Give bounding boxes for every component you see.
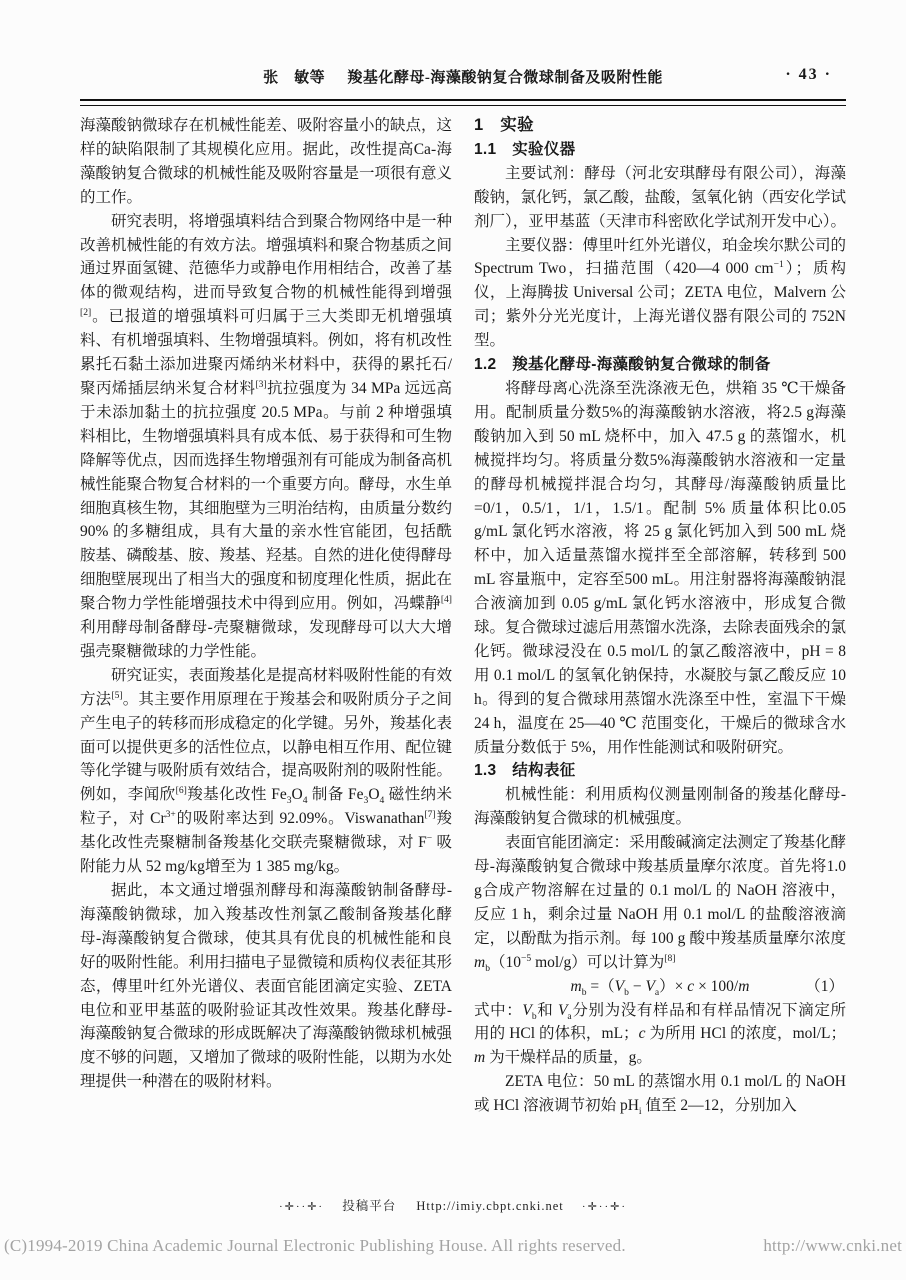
copyright-text: (C)1994-2019 China Academic Journal Electronic Publishing House. All rights reserved. [4,1236,626,1255]
equation-number: （1） [805,977,844,995]
ornament-left: ·✛··✛· [278,1201,325,1213]
left-column [80,114,452,1118]
paragraph: ZETA 电位：50 mL 的蒸馏水用 0.1 mol/L 的 NaOH 或 HCl 溶液调节初始 $pH_i$ 值至 2—12，分别加入 [474,1073,846,1118]
running-head-title: 羧基化酵母-海藻酸钠复合微球制备及吸附性能 [347,70,663,86]
ornament-right: ·✛··✛· [581,1201,627,1213]
paragraph: 主要试剂：酵母（河北安琪酵母有限公司），海藻酸钠，氯化钙，氯乙酸，盐酸，氢氧化钠（西安化学试剂厂），亚甲基蓝（天津市科密欧化学试剂开发中心）。 [474,164,847,230]
paragraph: 主要仪器：傅里叶红外光谱仪，珀金埃尔默公司的 Spectrum Two，扫描范围（420—4 000 $cm^{-1}$）；质构仪，上海腾拔 Universal 公司；ZETA 电位，Malvern 公司；紫外分光光度计，上海光谱仪器有限公司的 752N 型。 [474,236,847,350]
paragraph: 表面官能团滴定：采用酸碱滴定法测定了羧基化酵母-海藻酸钠复合微球中羧基质量摩尔浓度。首先将1.0 g合成产物溶解在过量的 0.1 mol/L 的 NaOH 溶液中，反应 1 h，剩余过量 NaOH 用 0.1 mol/L 的盐酸溶液滴定，以酚酞为指示剂。每 100 g 酸中羧基质量摩尔浓度 $m_b(10^{-5}$ mol/g）可以计算为[8] [474,834,847,974]
copyright-url: http://www.cnki.net [763,1236,902,1255]
equation-formula: $m_b =(V_b - V_a)\times c \times 100/m$ [570,977,750,998]
paragraph: 研究表明，将增强填料结合到聚合物网络中是一种改善机械性能的有效方法。增强填料和聚合物基质之间通过界面氢键、范德华力或静电作用相结合，改善了基体的微观结构，进而导致复合物的机械性能得到增强[2]。已报道的增强填料可归属于三大类即无机增强填料、有机增强填料、生物增强填料。例如，将有机改性累托石黏土添加进聚丙烯纳米材料中，获得的累托石/聚丙烯插层纳米复合材料[3]抗拉强度为 34 MPa 远远高于未添加黏土的抗拉强度 20.5 MPa。与前 2 种增强填料相比，生物增强填料具有成本低、易于获得和可生物降解等优点，因而选择生物增强剂有可能成为制备高机械性能聚合物复合材料的一个重要方向。酵母，水生单细胞真核生物，其细胞壁为三明治结构，由质量分数约 90% 的多糖组成，具有大量的亲水性官能团，包括酰胺基、磷酸基、胺、羧基、羟基。自然的进化使得酵母细胞壁展现出了相当大的强度和韧度理化性质，据此在聚合物力学性能增强技术中得到应用。例如，冯蝶静[4]利用酵母制备酵母-壳聚糖微球，发现酵母可以大大增强壳聚糖微球的力学性能。 [80,212,453,660]
two-column-body [80,114,846,1118]
running-head-authors: 张 敏等 [263,70,326,86]
paragraph: 式中：$V_b$和 $V_a$分别为没有样品和有样品情况下滴定所用的 HCl 的体积，mL；c 为所用 HCl 的浓度，mol/L；m 为干燥样品的质量，g。 [474,1001,846,1067]
equation [474,975,846,999]
submission-platform-line [0,1196,906,1214]
copyright-line [0,1236,906,1256]
section-heading: 1.3 结构表征 [474,762,576,780]
paragraph: 据此，本文通过增强剂酵母和海藻酸钠制备酵母-海藻酸钠微球，加入羧基改性剂氯乙酸制备羧基化酵母-海藻酸钠复合微球，使其具有优良的机械性能和良好的吸附性能。利用扫描电子显微镜和质构仪表征其形态，傅里叶红外光谱仪、表面官能团滴定实验、ZETA 电位和亚甲基蓝的吸附验证其改性效果。羧基化酵母-海藻酸钠复合微球的形成既解决了海藻酸钠微球机械强度不够的问题，又增加了微球的吸附性能，以期为水处理提供一种潜在的吸附材料。 [80,882,453,1091]
section-heading: 1 实验 [474,116,534,134]
paragraph: 研究证实，表面羧基化是提高材料吸附性能的有效方法[5]。其主要作用原理在于羧基会和吸附质分子之间产生电子的转移而形成稳定的化学键。另外，羧基化表面可以提供更多的活性位点，以静电相互作用、配位键等化学键与吸附质有效结合，提高吸附剂的吸附性能。例如，李闻欣[6]羧基化改性 $Fe_3O_4$ 制备 $Fe_3O_4$ 磁性纳米粒子，对 $Cr^{3+}$的吸附率达到 92.09%。Viswanathan[7]羧基化改性壳聚糖制备羧基化交联壳聚糖微球，对 F− 吸附能力从 52 mg/kg增至为 1 385 mg/kg。 [80,666,453,876]
section-heading: 1.2 羧基化酵母-海藻酸钠复合微球的制备 [474,356,771,374]
paragraph: 海藻酸钠微球存在机械性能差、吸附容量小的缺点，这样的缺陷限制了其规模化应用。据此，改性提高Ca-海藻酸钠复合微球的机械性能及吸附容量是一项很有意义的工作。 [80,117,453,206]
paragraph: 机械性能：利用质构仪测量刚制备的羧基化酵母-海藻酸钠复合微球的机械强度。 [474,786,846,828]
submission-platform-label: 投稿平台 [342,1199,397,1213]
paragraph: 将酵母离心洗涤至洗涤液无色，烘箱 35 ℃干燥备用。配制质量分数5%的海藻酸钠水溶液，将2.5 g海藻酸钠加入到 50 mL 烧杯中，加入 47.5 g 的蒸馏水，机械搅拌均匀。将质量分数5%海藻酸钠水溶液和一定量的酵母机械搅拌混合均匀，其酵母/海藻酸钠质量比 =0/1，0.5/1，1/1，1.5/1。配制 5% 质量体积比0.05 g/mL 氯化钙水溶液，将 25 g 氯化钙加入到 500 mL 烧杯中，加入适量蒸馏水搅拌至全部溶解，转移到 500 mL 容量瓶中，定容至500 mL。用注射器将海藻酸钠混合液滴加到 0.05 g/mL 氯化钙水溶液中，形成复合微球。复合微球过滤后用蒸馏水洗涤，去除表面残余的氯化钙。微球浸没在 0.5 mol/L 的氯乙酸溶液中，pH = 8 用 0.1 mol/L 的氢氧化钠保持，水凝胶与氯乙酸反应 10 h。得到的复合微球用蒸馏水洗涤至中性，室温下干燥 24 h，温度在 25—40 ℃ 范围变化，干燥后的微球含水质量分数低于 5%，用作性能测试和吸附研究。 [474,379,847,756]
right-column [474,114,846,1118]
header-double-rule [80,99,846,106]
running-head [80,66,846,92]
submission-platform-url: Http://imiy.cbpt.cnki.net [416,1199,564,1213]
page-number: · 43 · [785,66,832,83]
section-heading: 1.1 实验仪器 [474,140,576,158]
